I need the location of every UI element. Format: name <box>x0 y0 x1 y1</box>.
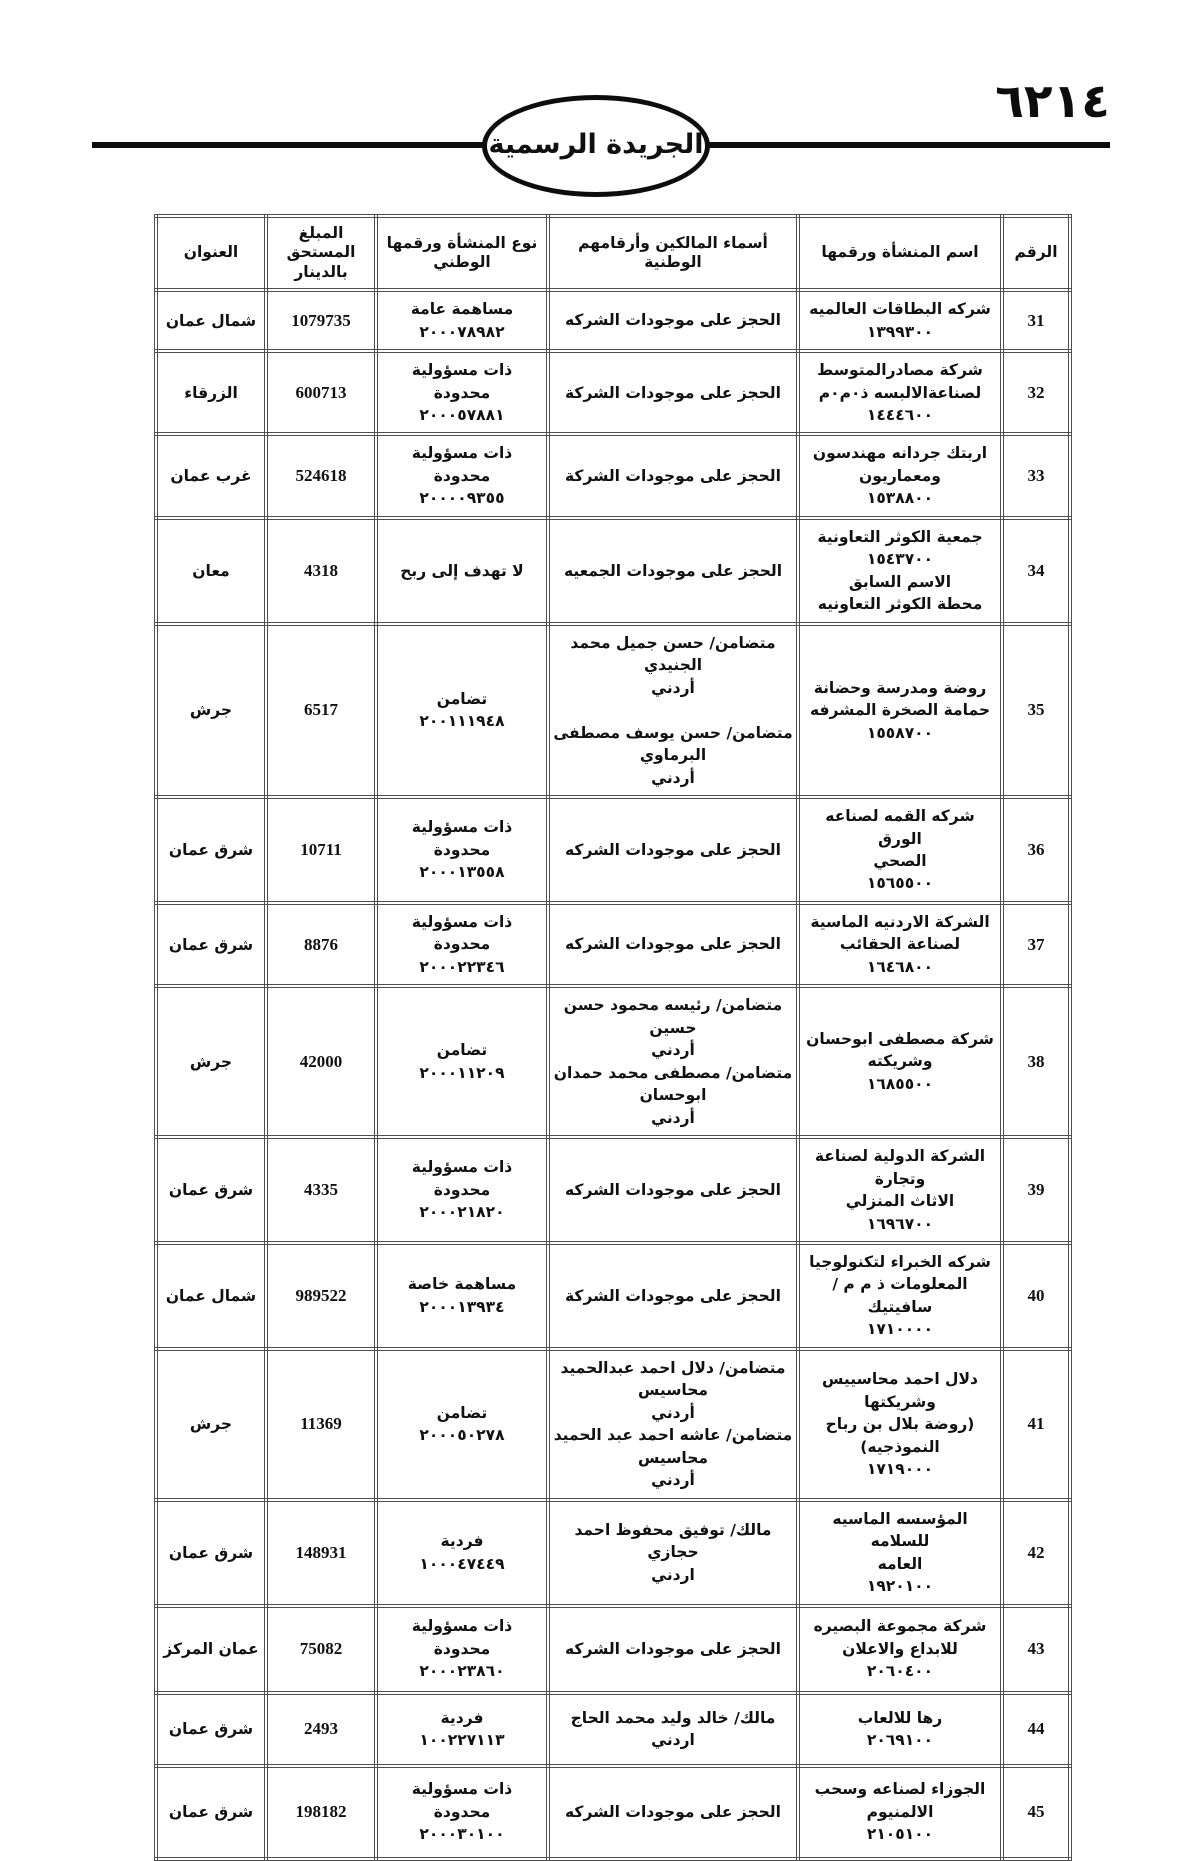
table-header <box>156 216 1070 290</box>
cell-establishment-name: المؤسسه الماسيه للسلامه العامه ١٩٢٠١٠٠ <box>798 1500 1002 1606</box>
table-row <box>156 903 1070 986</box>
cell-amount-due: 4318 <box>266 518 376 624</box>
cell-address: شرق عمان <box>156 797 266 903</box>
cell-establishment-type: تضامن ٢٠٠٠١١٢٠٩ <box>376 986 548 1137</box>
cell-address: عمان المركز <box>156 1606 266 1693</box>
cell-address: شرق عمان <box>156 1693 266 1766</box>
masthead-oval <box>482 95 710 197</box>
cell-amount-due: 989522 <box>266 1243 376 1349</box>
cell-row-number: 36 <box>1002 797 1070 903</box>
cell-establishment-type: فردية ١٠٠٢٢٧١١٣ <box>376 1693 548 1766</box>
table-row <box>156 351 1070 434</box>
table-row <box>156 1693 1070 1766</box>
cell-amount-due: 8876 <box>266 903 376 986</box>
cell-address: شرق عمان <box>156 1500 266 1606</box>
cell-establishment-type: ذات مسؤولية محدودة ٢٠٠٠٢٣٨٦٠ <box>376 1606 548 1693</box>
cell-owners-names: الحجز على موجودات الشركه <box>548 797 798 903</box>
cell-establishment-type: ذات مسؤولية محدودة ٢٠٠٠١٣٥٥٨ <box>376 797 548 903</box>
cell-establishment-name: روضة ومدرسة وحضانة حمامة الصخرة المشرفه ١٥٥٨٧٠٠ <box>798 624 1002 797</box>
cell-owners-names: متضامن/ دلال احمد عبدالحميد محاسيس أردني متضامن/ عاشه احمد عبد الحميد محاسيس أردني <box>548 1349 798 1500</box>
cell-owners-names: مالك/ توفيق محفوظ احمد حجازي اردني <box>548 1500 798 1606</box>
cell-establishment-type: تضامن ٢٠٠١١١٩٤٨ <box>376 624 548 797</box>
cell-amount-due: 2493 <box>266 1693 376 1766</box>
cell-owners-names: الحجز على موجودات الشركه <box>548 1606 798 1693</box>
table-row <box>156 797 1070 903</box>
header-establishment-type: نوع المنشأة ورقمها الوطني <box>376 216 548 290</box>
cell-row-number: 33 <box>1002 434 1070 517</box>
cell-amount-due: 75082 <box>266 1606 376 1693</box>
cell-establishment-type: ذات مسؤولية محدودة ٢٠٠٠٢١٨٢٠ <box>376 1137 548 1243</box>
cell-address: شرق عمان <box>156 1766 266 1859</box>
table-row <box>156 518 1070 624</box>
journal-title: الجريدة الرسمية <box>488 128 704 160</box>
table-row <box>156 1137 1070 1243</box>
cell-row-number: 45 <box>1002 1766 1070 1859</box>
cell-owners-names: الحجز على موجودات الشركه <box>548 1137 798 1243</box>
cell-establishment-name: جمعية الكوثر التعاونية ١٥٤٣٧٠٠ الاسم السابق محطة الكوثر التعاونيه <box>798 518 1002 624</box>
cell-establishment-name: شركة مصطفى ابوحسان وشريكته ١٦٨٥٥٠٠ <box>798 986 1002 1137</box>
cell-amount-due: 524618 <box>266 434 376 517</box>
cell-establishment-name: شركه الخبراء لتكنولوجيا المعلومات ذ م م /سافيتيك ١٧١٠٠٠٠ <box>798 1243 1002 1349</box>
cell-amount-due: 600713 <box>266 351 376 434</box>
cell-owners-names: متضامن/ رئيسه محمود حسن حسين أردني متضامن/ مصطفى محمد حمدان ابوحسان أردني <box>548 986 798 1137</box>
cell-owners-names: الحجز على موجودات الشركة <box>548 434 798 517</box>
cell-establishment-name: شركة مصادرالمتوسط لصناعةالالبسه ذ٠م٠م ١٤٤٤٦٠٠ <box>798 351 1002 434</box>
cell-address: شرق عمان <box>156 903 266 986</box>
cell-establishment-type: ذات مسؤولية محدودة ٢٠٠٠٢٢٣٤٦ <box>376 903 548 986</box>
cell-address: شمال عمان <box>156 1243 266 1349</box>
records-tbody <box>156 290 1070 1858</box>
cell-establishment-name: شركه البطاقات العالميه ١٣٩٩٣٠٠ <box>798 290 1002 351</box>
header-establishment-name: اسم المنشأة ورقمها <box>798 216 1002 290</box>
cell-establishment-name: الشركة الاردنيه الماسية لصناعة الحقائب ١٦٤٦٨٠٠ <box>798 903 1002 986</box>
page-number: ٦٢١٤ <box>995 74 1110 129</box>
cell-owners-names: متضامن/ حسن جميل محمد الجنيدي أردني متضامن/ حسن يوسف مصطفى البرماوي أردني <box>548 624 798 797</box>
cell-row-number: 40 <box>1002 1243 1070 1349</box>
cell-amount-due: 42000 <box>266 986 376 1137</box>
cell-establishment-name: شركة مجموعة البصيره للابداع والاعلان ٢٠٦٠٤٠٠ <box>798 1606 1002 1693</box>
seizure-records-table <box>154 214 1072 1861</box>
cell-establishment-name: دلال احمد محاسييس وشريكتها (روضة بلال بن رباح النموذجيه) ١٧١٩٠٠٠ <box>798 1349 1002 1500</box>
cell-row-number: 31 <box>1002 290 1070 351</box>
cell-address: غرب عمان <box>156 434 266 517</box>
cell-establishment-name: شركه القمه لصناعه الورق الصحي ١٥٦٥٥٠٠ <box>798 797 1002 903</box>
cell-address: جرش <box>156 1349 266 1500</box>
table-row <box>156 290 1070 351</box>
table-row <box>156 624 1070 797</box>
cell-address: شمال عمان <box>156 290 266 351</box>
table-row <box>156 1243 1070 1349</box>
header-address: العنوان <box>156 216 266 290</box>
cell-amount-due: 198182 <box>266 1766 376 1859</box>
cell-owners-names: الحجز على موجودات الشركه <box>548 1766 798 1859</box>
cell-row-number: 38 <box>1002 986 1070 1137</box>
cell-establishment-type: ذات مسؤولية محدودة ٢٠٠٠٠٩٣٥٥ <box>376 434 548 517</box>
cell-address: الزرقاء <box>156 351 266 434</box>
cell-amount-due: 1079735 <box>266 290 376 351</box>
header-row <box>156 216 1070 290</box>
cell-amount-due: 6517 <box>266 624 376 797</box>
cell-establishment-name: اربتك جردانه مهندسون ومعماريون ١٥٣٨٨٠٠ <box>798 434 1002 517</box>
cell-row-number: 44 <box>1002 1693 1070 1766</box>
cell-row-number: 35 <box>1002 624 1070 797</box>
cell-establishment-name: الشركة الدولية لصناعة وتجارة الاثاث المنزلي ١٦٩٦٧٠٠ <box>798 1137 1002 1243</box>
cell-establishment-type: لا تهدف إلى ربح <box>376 518 548 624</box>
cell-address: معان <box>156 518 266 624</box>
cell-row-number: 32 <box>1002 351 1070 434</box>
table-row <box>156 1606 1070 1693</box>
cell-owners-names: الحجز على موجودات الشركة <box>548 351 798 434</box>
cell-establishment-name: رها للالعاب ٢٠٦٩١٠٠ <box>798 1693 1002 1766</box>
cell-row-number: 43 <box>1002 1606 1070 1693</box>
cell-amount-due: 10711 <box>266 797 376 903</box>
cell-owners-names: الحجز على موجودات الجمعيه <box>548 518 798 624</box>
table-row <box>156 1349 1070 1500</box>
table-row <box>156 434 1070 517</box>
cell-establishment-type: ذات مسؤولية محدودة ٢٠٠٠٣٠١٠٠ <box>376 1766 548 1859</box>
cell-row-number: 37 <box>1002 903 1070 986</box>
cell-establishment-type: فردية ١٠٠٠٤٧٤٤٩ <box>376 1500 548 1606</box>
header-owners-names: أسماء المالكين وأرقامهم الوطنية <box>548 216 798 290</box>
table-row <box>156 1766 1070 1859</box>
cell-row-number: 42 <box>1002 1500 1070 1606</box>
cell-establishment-type: مساهمة عامة ٢٠٠٠٧٨٩٨٢ <box>376 290 548 351</box>
cell-amount-due: 148931 <box>266 1500 376 1606</box>
cell-amount-due: 11369 <box>266 1349 376 1500</box>
cell-address: شرق عمان <box>156 1137 266 1243</box>
table-row <box>156 1500 1070 1606</box>
table-row <box>156 986 1070 1137</box>
cell-address: جرش <box>156 986 266 1137</box>
cell-row-number: 34 <box>1002 518 1070 624</box>
cell-owners-names: الحجز على موجودات الشركه <box>548 903 798 986</box>
cell-establishment-type: ذات مسؤولية محدودة ٢٠٠٠٥٧٨٨١ <box>376 351 548 434</box>
cell-establishment-type: تضامن ٢٠٠٠٥٠٢٧٨ <box>376 1349 548 1500</box>
cell-owners-names: الحجز على موجودات الشركه <box>548 290 798 351</box>
header-row-number: الرقم <box>1002 216 1070 290</box>
cell-address: جرش <box>156 624 266 797</box>
cell-row-number: 39 <box>1002 1137 1070 1243</box>
cell-owners-names: مالك/ خالد وليد محمد الحاج اردني <box>548 1693 798 1766</box>
cell-establishment-type: مساهمة خاصة ٢٠٠٠١٣٩٣٤ <box>376 1243 548 1349</box>
cell-amount-due: 4335 <box>266 1137 376 1243</box>
cell-row-number: 41 <box>1002 1349 1070 1500</box>
cell-owners-names: الحجز على موجودات الشركة <box>548 1243 798 1349</box>
header-amount-due: المبلغ المستحق بالدينار <box>266 216 376 290</box>
cell-establishment-name: الجوزاء لصناعه وسحب الالمنيوم ٢١٠٥١٠٠ <box>798 1766 1002 1859</box>
